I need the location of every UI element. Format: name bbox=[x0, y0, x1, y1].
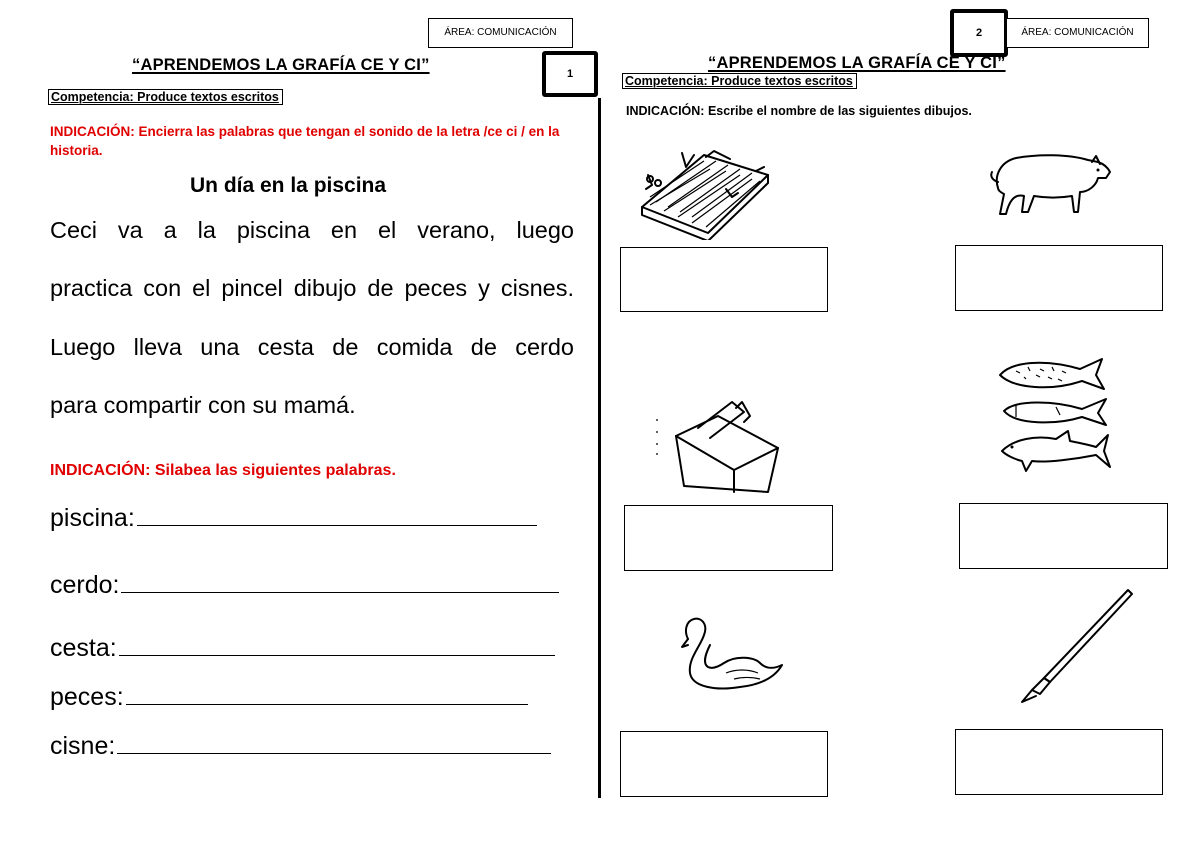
page-divider bbox=[598, 98, 601, 798]
answer-line[interactable] bbox=[126, 684, 528, 705]
word-label: cesta: bbox=[50, 634, 117, 662]
swan-icon bbox=[676, 615, 786, 695]
word-label: cerdo: bbox=[50, 571, 120, 599]
story-line: para compartir con su mamá. bbox=[50, 391, 356, 418]
word-label: cisne: bbox=[50, 732, 116, 760]
syllable-row-cerdo bbox=[50, 571, 559, 600]
syllable-row-piscina bbox=[50, 504, 537, 533]
answer-box-basket[interactable] bbox=[624, 505, 833, 571]
basket-icon bbox=[650, 398, 786, 496]
paintbrush-icon bbox=[1010, 586, 1134, 706]
answer-box-pig[interactable] bbox=[955, 245, 1163, 311]
competencia-label-page2: Competencia: Produce textos escritos bbox=[622, 73, 857, 89]
answer-box-fish[interactable] bbox=[959, 503, 1168, 569]
indication-escribe: INDICACIÓN: Escribe el nombre de las siguientes dibujos. bbox=[626, 104, 972, 118]
answer-box-paintbrush[interactable] bbox=[955, 729, 1163, 795]
syllable-row-peces bbox=[50, 683, 528, 712]
answer-box-swan[interactable] bbox=[620, 731, 828, 797]
area-label-page1: ÁREA: COMUNICACIÓN bbox=[428, 18, 573, 48]
indication-silabea: INDICACIÓN: Silabea las siguientes palabras. bbox=[50, 462, 396, 479]
indication-encierra: INDICACIÓN: Encierra las palabras que tengan el sonido de la letra /ce ci / en la historia. bbox=[50, 124, 560, 158]
page1-title: “APRENDEMOS LA GRAFÍA CE Y CI” bbox=[132, 56, 430, 74]
answer-line[interactable] bbox=[121, 572, 559, 593]
word-label: peces: bbox=[50, 683, 124, 711]
area-label-page2: ÁREA: COMUNICACIÓN bbox=[1006, 18, 1149, 48]
syllable-row-cesta bbox=[50, 634, 555, 663]
story-line: Luego lleva una cesta de comida de cerdo bbox=[50, 333, 574, 360]
page2-title: “APRENDEMOS LA GRAFÍA CE Y CI” bbox=[708, 54, 1006, 72]
syllable-row-cisne bbox=[50, 732, 551, 761]
word-label: piscina: bbox=[50, 504, 135, 532]
sieve-tray-icon bbox=[636, 145, 771, 240]
page-number-2: 2 bbox=[950, 9, 1008, 57]
story-title: Un día en la piscina bbox=[190, 174, 387, 197]
answer-line[interactable] bbox=[119, 635, 555, 656]
fish-icon bbox=[996, 355, 1114, 475]
story-text bbox=[50, 201, 574, 434]
story-line: practica con el pincel dibujo de peces y cisnes. bbox=[50, 275, 574, 302]
answer-line[interactable] bbox=[117, 733, 551, 754]
answer-line[interactable] bbox=[137, 505, 537, 526]
answer-box-sieve[interactable] bbox=[620, 247, 828, 312]
pig-icon bbox=[988, 148, 1116, 220]
page-number-1: 1 bbox=[542, 51, 598, 97]
story-line: Ceci va a la piscina en el verano, luego bbox=[50, 217, 574, 243]
competencia-label-page1: Competencia: Produce textos escritos bbox=[48, 89, 283, 105]
